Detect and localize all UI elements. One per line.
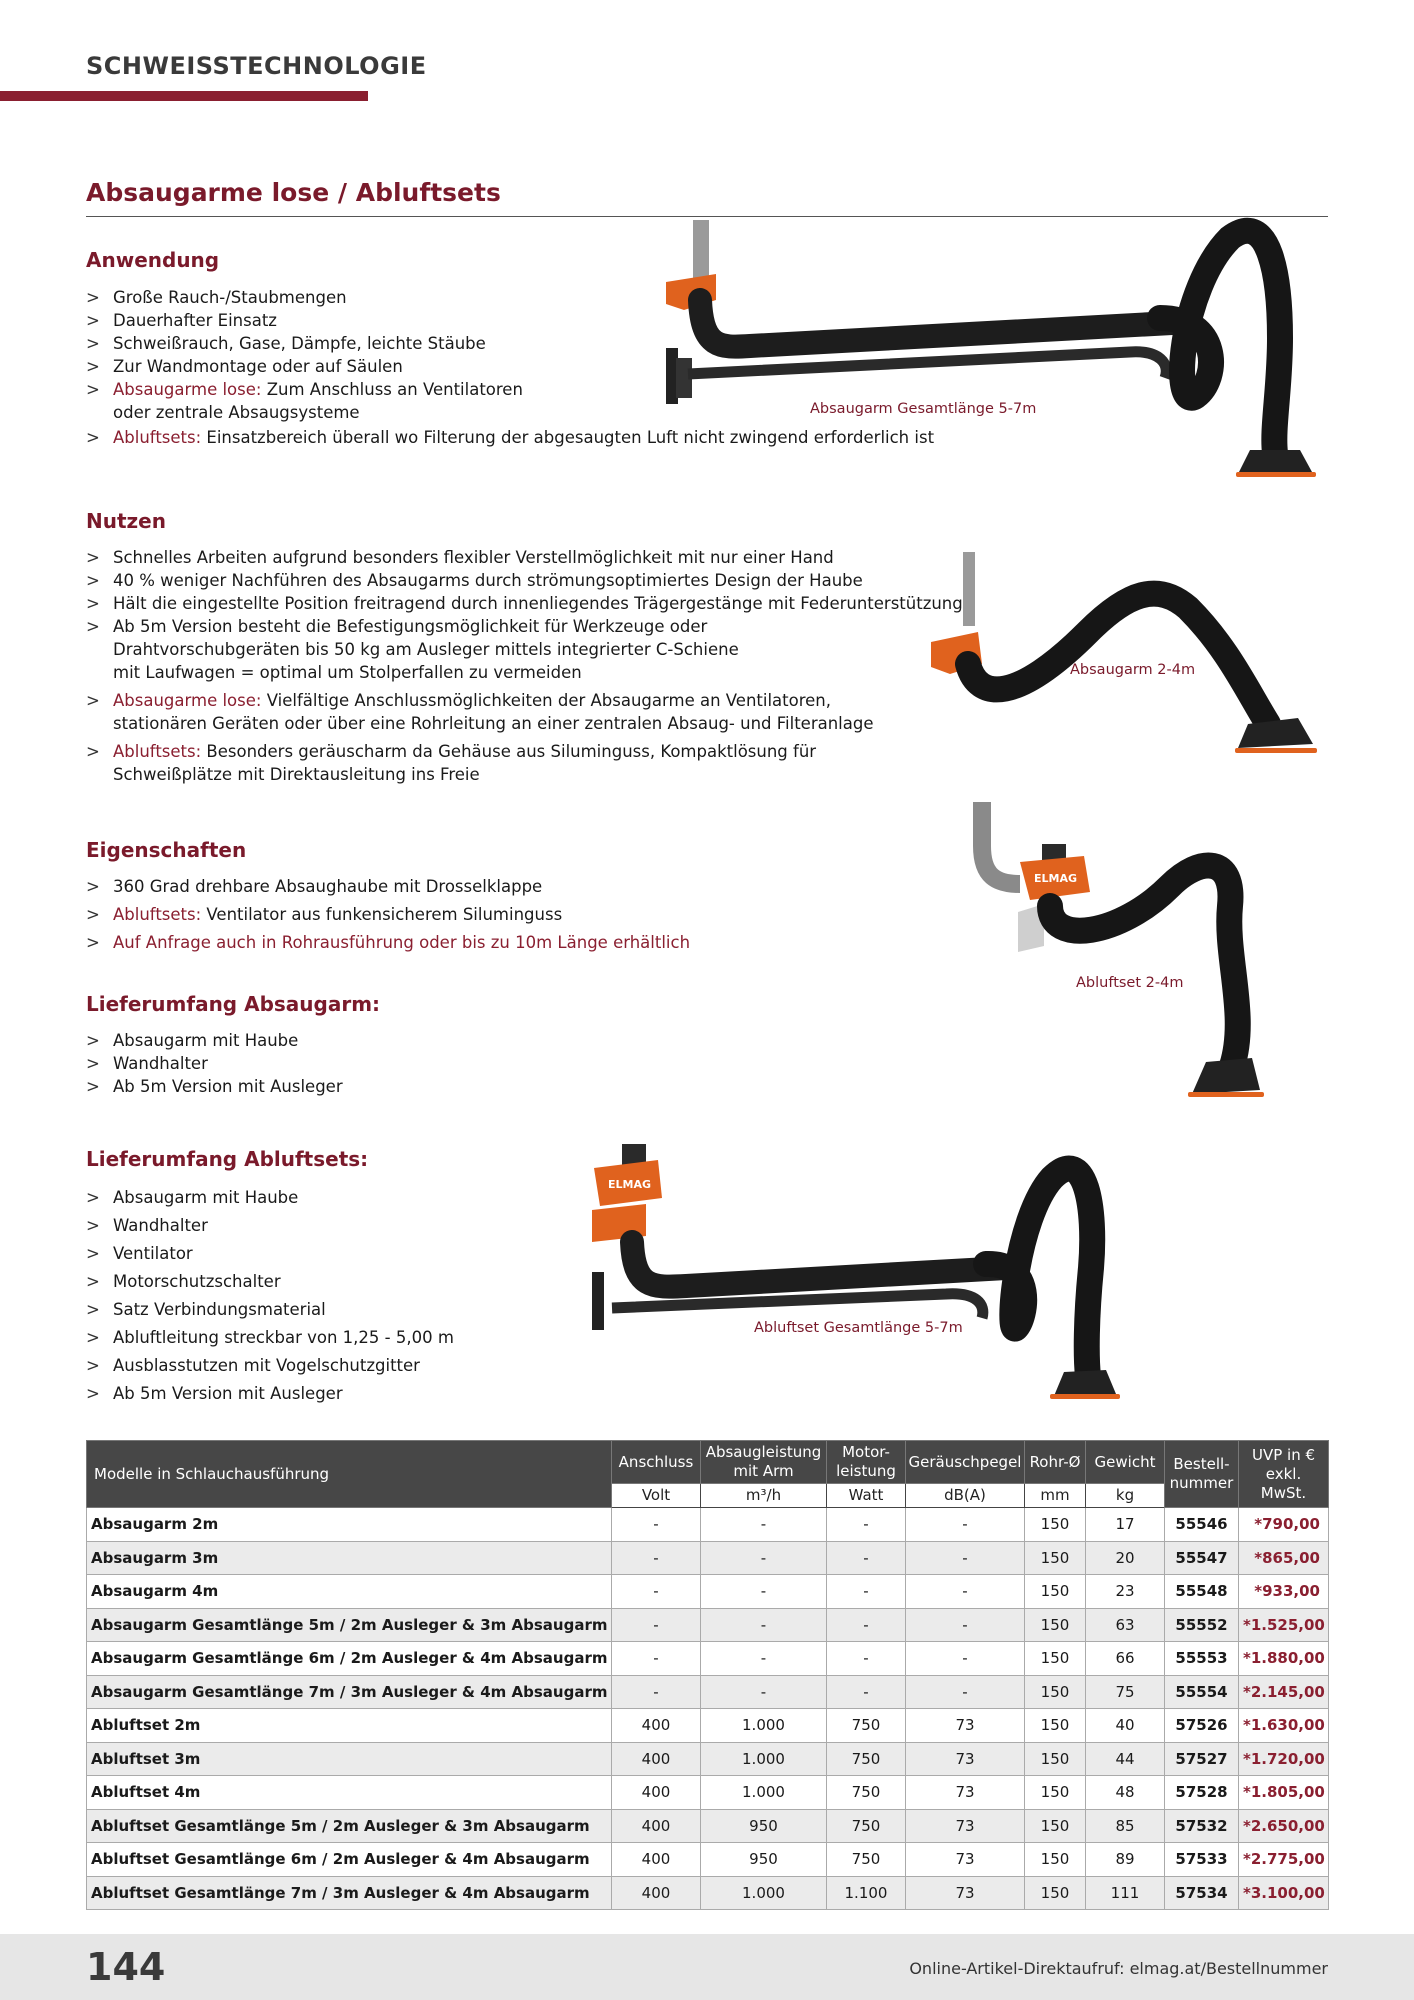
list-item-text: Besonders geräuscharm da Gehäuse aus Siluminguss, Kompaktlösung für [201,742,817,761]
lieferumfang-sets-heading: Lieferumfang Abluftsets: [86,1147,369,1171]
list-item: > Schweißrauch, Gase, Dämpfe, leichte Stäube [86,332,934,355]
eigenschaften-list [86,875,690,954]
table-cell-uvp: *2.650,00 [1239,1809,1329,1843]
list-item: > Ab 5m Version mit Ausleger [86,1075,343,1098]
table-cell-rohr: 150 [1025,1843,1086,1877]
table-cell-uvp: *790,00 [1239,1508,1329,1542]
list-item: > 40 % weniger Nachführen des Absaugarms durch strömungsoptimiertes Design der Haube [86,569,963,592]
table-header-rohr: Rohr-Ø [1025,1441,1086,1484]
table-cell-geraeuschpegel: 73 [906,1809,1025,1843]
table-cell-bestellnummer: 57527 [1165,1742,1239,1776]
table-cell-uvp: *933,00 [1239,1575,1329,1609]
table-cell-geraeuschpegel: 73 [906,1709,1025,1743]
table-cell-motorleistung: - [827,1675,906,1709]
table-cell-rohr: 150 [1025,1709,1086,1743]
list-item [86,740,963,786]
table-header-model: Modelle in Schlauchausführung [87,1441,612,1508]
brand-logo: ELMAG [608,1178,652,1191]
table-cell-motorleistung: 1.100 [827,1876,906,1910]
table-cell-bestellnummer: 55554 [1165,1675,1239,1709]
product-image-abluftset-2-4m [970,796,1330,1130]
lieferumfang-arm-list [86,1029,343,1098]
table-cell-anschluss: 400 [612,1742,701,1776]
table-cell-model: Abluftset Gesamtlänge 5m / 2m Ausleger & 3m Absaugarm [87,1809,612,1843]
table-cell-gewicht: 75 [1086,1675,1165,1709]
table-header-anschluss: Anschluss [612,1441,701,1484]
table-cell-rohr: 150 [1025,1508,1086,1542]
table-cell-absaugleistung: 1.000 [701,1776,827,1810]
table-row [87,1776,1329,1810]
table-cell-geraeuschpegel: - [906,1608,1025,1642]
table-cell-motorleistung: - [827,1541,906,1575]
table-header-uvp: UVP in € exkl. MwSt. [1239,1441,1329,1508]
list-item: > Abluftleitung streckbar von 1,25 - 5,00 m [86,1324,454,1352]
table-cell-motorleistung: - [827,1642,906,1676]
table-row [87,1675,1329,1709]
table-row [87,1709,1329,1743]
highlight-label: Abluftsets: [113,742,202,761]
table-unit-dba: dB(A) [906,1484,1025,1508]
table-cell-absaugleistung: - [701,1675,827,1709]
table-cell-bestellnummer: 57534 [1165,1876,1239,1910]
list-item: > Wandhalter [86,1212,454,1240]
section-divider [86,216,1328,217]
table-cell-model: Absaugarm Gesamtlänge 7m / 3m Ausleger & 4m Absaugarm [87,1675,612,1709]
table-cell-uvp: *2.775,00 [1239,1843,1329,1877]
table-cell-anschluss: - [612,1541,701,1575]
table-row [87,1608,1329,1642]
table-cell-geraeuschpegel: - [906,1541,1025,1575]
table-cell-model: Abluftset Gesamtlänge 7m / 3m Ausleger & 4m Absaugarm [87,1876,612,1910]
table-cell-anschluss: 400 [612,1876,701,1910]
table-cell-model: Absaugarm 3m [87,1541,612,1575]
table-cell-absaugleistung: - [701,1608,827,1642]
table-cell-bestellnummer: 55547 [1165,1541,1239,1575]
nutzen-heading: Nutzen [86,509,166,533]
table-cell-rohr: 150 [1025,1675,1086,1709]
table-row [87,1876,1329,1910]
table-cell-geraeuschpegel: 73 [906,1776,1025,1810]
list-item: > Ab 5m Version mit Ausleger [86,1380,454,1408]
product-caption: Abluftset Gesamtlänge 5-7m [754,1320,963,1336]
table-cell-motorleistung: - [827,1508,906,1542]
list-item-text: stationären Geräten oder über eine Rohrleitung an einer zentralen Absaug- und Filteranlage [113,714,874,733]
table-cell-uvp: *2.145,00 [1239,1675,1329,1709]
table-cell-bestellnummer: 55553 [1165,1642,1239,1676]
table-cell-anschluss: 400 [612,1809,701,1843]
list-item-text: oder zentrale Absaugsysteme [113,403,360,422]
table-cell-geraeuschpegel: 73 [906,1742,1025,1776]
table-cell-rohr: 150 [1025,1575,1086,1609]
table-cell-uvp: *1.630,00 [1239,1709,1329,1743]
table-cell-model: Abluftset Gesamtlänge 6m / 2m Ausleger & 4m Absaugarm [87,1843,612,1877]
list-item: > Ausblasstutzen mit Vogelschutzgitter [86,1352,454,1380]
table-cell-motorleistung: 750 [827,1709,906,1743]
table-cell-gewicht: 66 [1086,1642,1165,1676]
table-cell-gewicht: 85 [1086,1809,1165,1843]
table-header-bestellnummer: Bestell-nummer [1165,1441,1239,1508]
table-cell-bestellnummer: 57528 [1165,1776,1239,1810]
table-header-motorleistung: Motor-leistung [827,1441,906,1484]
table-cell-gewicht: 44 [1086,1742,1165,1776]
table-cell-absaugleistung: - [701,1541,827,1575]
table-cell-geraeuschpegel: - [906,1575,1025,1609]
table-cell-absaugleistung: 1.000 [701,1742,827,1776]
list-item-text: mit Laufwagen = optimal um Stolperfallen zu vermeiden [113,663,582,682]
highlight-label: Absaugarme lose: [113,691,262,710]
list-item-text: Drahtvorschubgeräten bis 50 kg am Ausleger mittels integrierter C-Schiene [113,640,739,659]
list-item-text: Vielfältige Anschlussmöglichkeiten der Absaugarme an Ventilatoren, [261,691,832,710]
table-cell-anschluss: 400 [612,1843,701,1877]
table-row [87,1541,1329,1575]
table-cell-model: Absaugarm 2m [87,1508,612,1542]
table-cell-geraeuschpegel: - [906,1508,1025,1542]
list-item: > Dauerhafter Einsatz [86,309,934,332]
table-cell-absaugleistung: 1.000 [701,1709,827,1743]
table-cell-uvp: *1.880,00 [1239,1642,1329,1676]
list-item: > Auf Anfrage auch in Rohrausführung oder bis zu 10m Länge erhältlich [86,931,690,954]
table-row [87,1508,1329,1542]
table-cell-absaugleistung: - [701,1642,827,1676]
table-cell-model: Absaugarm Gesamtlänge 6m / 2m Ausleger & 4m Absaugarm [87,1642,612,1676]
table-cell-gewicht: 48 [1086,1776,1165,1810]
list-item: > 360 Grad drehbare Absaughaube mit Drosselklappe [86,875,690,898]
product-caption: Absaugarm 2-4m [1070,662,1196,678]
table-cell-model: Abluftset 4m [87,1776,612,1810]
table-cell-uvp: *865,00 [1239,1541,1329,1575]
product-image-absaugarm-5-7m [660,218,1300,480]
list-item: > Schnelles Arbeiten aufgrund besonders flexibler Verstellmöglichkeit mit nur einer Hand [86,546,963,569]
table-cell-model: Abluftset 2m [87,1709,612,1743]
table-cell-motorleistung: 750 [827,1742,906,1776]
table-cell-anschluss: 400 [612,1709,701,1743]
product-image-abluftset-5-7m [586,1138,1166,1402]
table-unit-mm: mm [1025,1484,1086,1508]
table-cell-absaugleistung: 950 [701,1843,827,1877]
table-cell-motorleistung: 750 [827,1843,906,1877]
nutzen-list [86,546,963,786]
list-item-text: Schweißplätze mit Direktausleitung ins Freie [113,765,480,784]
table-cell-bestellnummer: 55552 [1165,1608,1239,1642]
table-cell-bestellnummer: 57526 [1165,1709,1239,1743]
highlight-label: Abluftsets: [113,428,202,447]
lieferumfang-arm-heading: Lieferumfang Absaugarm: [86,992,381,1016]
table-cell-motorleistung: - [827,1575,906,1609]
list-item-text: Zum Anschluss an Ventilatoren [261,380,523,399]
table-cell-motorleistung: 750 [827,1776,906,1810]
table-header-gewicht: Gewicht [1086,1441,1165,1484]
table-cell-anschluss: - [612,1642,701,1676]
table-cell-anschluss: - [612,1608,701,1642]
header-accent-bar [0,91,368,101]
list-item: > Absaugarm mit Haube [86,1184,454,1212]
table-cell-geraeuschpegel: - [906,1675,1025,1709]
list-item: > Wandhalter [86,1052,343,1075]
table-cell-gewicht: 20 [1086,1541,1165,1575]
table-cell-rohr: 150 [1025,1642,1086,1676]
table-unit-volt: Volt [612,1484,701,1508]
table-cell-uvp: *3.100,00 [1239,1876,1329,1910]
section-title: Absaugarme lose / Abluftsets [86,178,501,207]
highlight-label: Abluftsets: [113,905,202,924]
list-item [86,689,963,735]
table-cell-geraeuschpegel: 73 [906,1843,1025,1877]
table-header-geraeuschpegel: Geräuschpegel [906,1441,1025,1484]
table-cell-uvp: *1.525,00 [1239,1608,1329,1642]
table-cell-model: Absaugarm Gesamtlänge 5m / 2m Ausleger & 3m Absaugarm [87,1608,612,1642]
table-unit-kg: kg [1086,1484,1165,1508]
table-row [87,1809,1329,1843]
anwendung-heading: Anwendung [86,248,220,272]
eigenschaften-heading: Eigenschaften [86,838,247,862]
product-image-absaugarm-2-4m [928,552,1358,768]
table-cell-gewicht: 40 [1086,1709,1165,1743]
list-item: > Hält die eingestellte Position freitragend durch innenliegendes Trägergestänge mit Federunterstützung [86,592,963,615]
table-cell-gewicht: 23 [1086,1575,1165,1609]
table-cell-bestellnummer: 57533 [1165,1843,1239,1877]
table-cell-gewicht: 89 [1086,1843,1165,1877]
footer-link-text: Online-Artikel-Direktaufruf: elmag.at/Bestellnummer [909,1959,1328,1978]
table-cell-motorleistung: - [827,1608,906,1642]
product-caption: Abluftset 2-4m [1076,975,1184,991]
table-unit-watt: Watt [827,1484,906,1508]
table-cell-geraeuschpegel: - [906,1642,1025,1676]
table-cell-bestellnummer: 57532 [1165,1809,1239,1843]
table-cell-anschluss: - [612,1575,701,1609]
table-row [87,1575,1329,1609]
table-cell-gewicht: 63 [1086,1608,1165,1642]
list-item: > Zur Wandmontage oder auf Säulen [86,355,934,378]
table-cell-model: Abluftset 3m [87,1742,612,1776]
table-cell-bestellnummer: 55546 [1165,1508,1239,1542]
table-row [87,1742,1329,1776]
table-cell-model: Absaugarm 4m [87,1575,612,1609]
table-cell-gewicht: 17 [1086,1508,1165,1542]
table-row [87,1843,1329,1877]
page-number: 144 [86,1945,166,1989]
table-cell-bestellnummer: 55548 [1165,1575,1239,1609]
table-cell-rohr: 150 [1025,1876,1086,1910]
table-cell-absaugleistung: 1.000 [701,1876,827,1910]
list-item: > Satz Verbindungsmaterial [86,1296,454,1324]
list-item: > Ventilator [86,1240,454,1268]
table-cell-rohr: 150 [1025,1776,1086,1810]
table-cell-rohr: 150 [1025,1742,1086,1776]
table-cell-anschluss: - [612,1508,701,1542]
lieferumfang-sets-list [86,1184,454,1408]
table-cell-absaugleistung: - [701,1575,827,1609]
table-cell-rohr: 150 [1025,1541,1086,1575]
list-item-text: Ab 5m Version besteht die Befestigungsmöglichkeit für Werkzeuge oder [113,617,708,636]
list-item-text: Ventilator aus funkensicherem Siluminguss [201,905,563,924]
list-item: > Absaugarm mit Haube [86,1029,343,1052]
header-title: SCHWEISSTECHNOLOGIE [86,52,427,80]
table-header-absaugleistung: Absaugleistung mit Arm [701,1441,827,1484]
list-item [86,903,690,926]
table-cell-uvp: *1.805,00 [1239,1776,1329,1810]
list-item: > Große Rauch-/Staubmengen [86,286,934,309]
highlight-label: Absaugarme lose: [113,380,262,399]
list-item [86,615,963,684]
table-cell-anschluss: - [612,1675,701,1709]
table-cell-uvp: *1.720,00 [1239,1742,1329,1776]
product-caption: Absaugarm Gesamtlänge 5-7m [810,401,1037,417]
table-cell-geraeuschpegel: 73 [906,1876,1025,1910]
table-unit-m3h: m³/h [701,1484,827,1508]
table-cell-gewicht: 111 [1086,1876,1165,1910]
list-item: > Motorschutzschalter [86,1268,454,1296]
table-cell-absaugleistung: - [701,1508,827,1542]
specs-table [86,1440,1329,1910]
brand-logo: ELMAG [1034,872,1078,885]
list-item-text: Einsatzbereich überall wo Filterung der abgesaugten Luft nicht zwingend erforderlich ist [201,428,935,447]
table-cell-rohr: 150 [1025,1809,1086,1843]
table-cell-motorleistung: 750 [827,1809,906,1843]
table-cell-anschluss: 400 [612,1776,701,1810]
table-cell-absaugleistung: 950 [701,1809,827,1843]
table-cell-rohr: 150 [1025,1608,1086,1642]
table-row [87,1642,1329,1676]
